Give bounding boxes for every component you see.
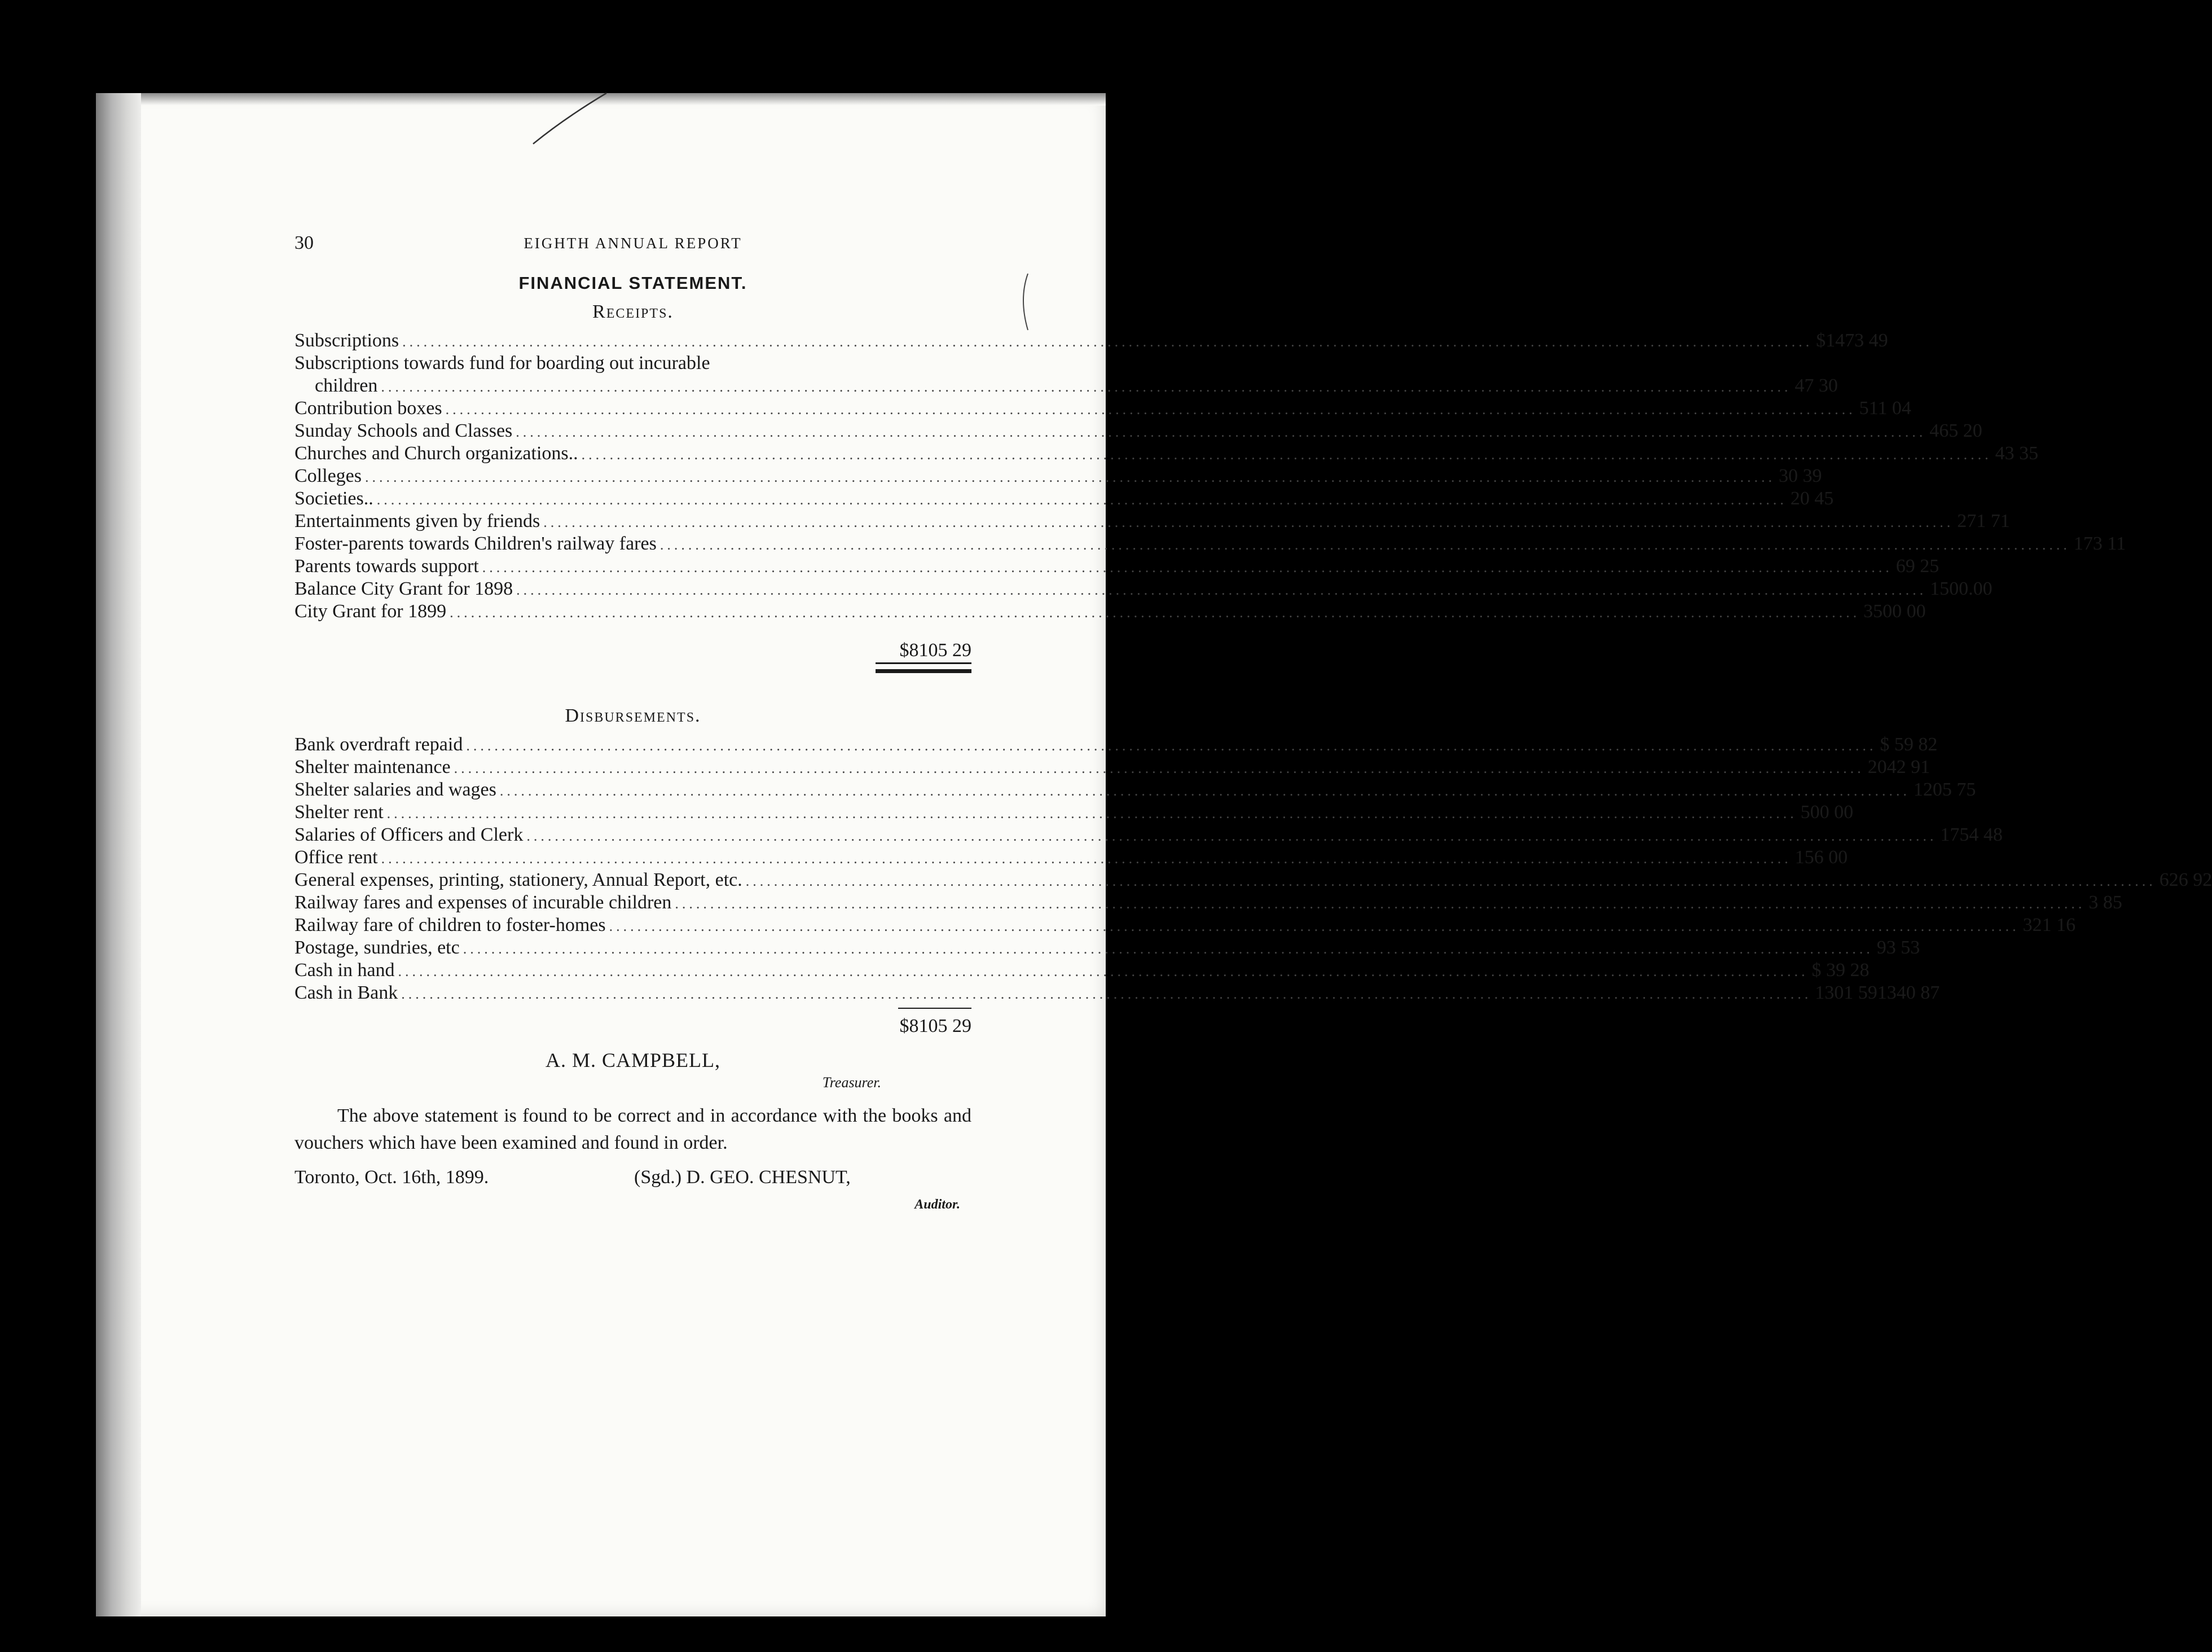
receipt-label: Subscriptions towards fund for boarding out incurable bbox=[294, 353, 710, 374]
receipts-total-block bbox=[294, 623, 971, 685]
dot-leader: ........................................................................................................................................................................................................ bbox=[609, 918, 2020, 934]
disbursements-ledger bbox=[294, 733, 2212, 1004]
dot-leader: ........................................................................................................................................................................................................ bbox=[516, 582, 1927, 598]
receipt-row bbox=[294, 352, 971, 375]
receipt-row bbox=[294, 420, 1982, 442]
dot-leader: ........................................................................................................................................................................................................ bbox=[463, 941, 1874, 957]
disbursement-amount: 1754 48 bbox=[1940, 824, 2003, 845]
dot-leader: ........................................................................................................................................................................................................ bbox=[401, 986, 1812, 1002]
receipt-label: Churches and Church organizations.. bbox=[294, 443, 578, 464]
disbursement-row bbox=[294, 959, 1870, 982]
double-rule bbox=[876, 669, 971, 673]
dot-leader: ........................................................................................................................................................................................................ bbox=[659, 537, 2070, 553]
receipt-amount: 47 30 bbox=[1795, 375, 1838, 396]
receipt-row bbox=[294, 329, 1888, 352]
dot-leader: ........................................................................................................................................................................................................ bbox=[364, 469, 1775, 485]
disbursement-label: Cash in Bank bbox=[294, 982, 398, 1003]
receipts-heading: Receipts. bbox=[592, 301, 674, 322]
dot-leader: ........................................................................................................................................................................................................ bbox=[581, 446, 1992, 463]
disbursements-heading: Disbursements. bbox=[565, 705, 701, 726]
margin-bracket-mark bbox=[1015, 271, 1032, 333]
receipt-amount: 69 25 bbox=[1896, 556, 1940, 577]
disbursement-amount: 1205 75 bbox=[1913, 779, 1976, 800]
disbursement-label: General expenses, printing, stationery, Annual Report, etc. bbox=[294, 869, 742, 890]
disbursement-amount: 3 85 bbox=[2088, 892, 2122, 913]
dot-leader: ........................................................................................................................................................................................................ bbox=[745, 873, 2156, 889]
disbursement-label: Railway fares and expenses of incurable children bbox=[294, 892, 672, 913]
receipt-label: Parents towards support bbox=[294, 556, 479, 577]
disbursement-amount: $ 59 82 bbox=[1880, 734, 1938, 755]
receipt-label: Colleges bbox=[294, 465, 362, 486]
page-top-edge bbox=[141, 93, 1106, 106]
disbursement-label: Office rent bbox=[294, 847, 378, 868]
disbursement-label: Shelter rent bbox=[294, 802, 384, 823]
dot-leader: ........................................................................................................................................................................................................ bbox=[376, 491, 1787, 508]
sum-rule bbox=[294, 1004, 971, 1011]
place-date: Toronto, Oct. 16th, 1899. bbox=[294, 1167, 489, 1188]
dot-leader: ........................................................................................................................................................................................................ bbox=[381, 379, 1792, 395]
receipt-label: Sunday Schools and Classes bbox=[294, 420, 513, 441]
treasurer-name: A. M. CAMPBELL, bbox=[545, 1049, 721, 1071]
disbursement-label: Cash in hand bbox=[294, 960, 395, 981]
receipts-ledger bbox=[294, 329, 2126, 623]
page-number: 30 bbox=[294, 232, 314, 253]
dot-leader: ........................................................................................................................................................................................................ bbox=[398, 963, 1809, 979]
receipt-row bbox=[294, 375, 1838, 397]
receipt-amount: 43 35 bbox=[1995, 443, 2039, 464]
disbursement-amount: 2042 91 bbox=[1867, 757, 1930, 777]
receipt-row bbox=[294, 397, 1911, 420]
receipt-amount: $1473 49 bbox=[1816, 330, 1888, 351]
receipt-row bbox=[294, 578, 1993, 600]
disbursement-amount: 1340 87 bbox=[1877, 982, 1940, 1003]
receipt-row bbox=[294, 600, 1926, 623]
pen-stroke-mark bbox=[530, 90, 609, 147]
receipt-label: City Grant for 1899 bbox=[294, 601, 447, 622]
disbursement-row bbox=[294, 779, 1976, 801]
receipt-amount: 30 39 bbox=[1778, 465, 1822, 486]
disbursement-amount: 93 53 bbox=[1876, 937, 1920, 958]
disbursement-row bbox=[294, 914, 2076, 937]
page-header bbox=[294, 226, 971, 260]
disbursement-subamount: 1301 59 bbox=[1815, 982, 1877, 1003]
receipt-amount: 20 45 bbox=[1790, 488, 1834, 509]
dot-leader: ........................................................................................................................................................................................................ bbox=[386, 805, 1797, 821]
dot-leader: ........................................................................................................................................................................................................ bbox=[445, 401, 1856, 418]
disbursement-row bbox=[294, 937, 1920, 959]
disbursement-subamount: $ 39 28 bbox=[1811, 960, 1870, 981]
disbursement-row bbox=[294, 824, 2003, 846]
receipt-row bbox=[294, 555, 1940, 578]
receipt-amount: 271 71 bbox=[1957, 511, 2010, 531]
disbursement-amount: 321 16 bbox=[2022, 915, 2076, 935]
disbursement-row bbox=[294, 891, 2122, 914]
receipt-label: Foster-parents towards Children's railway fares bbox=[294, 533, 657, 554]
treasurer-title: Treasurer. bbox=[822, 1074, 881, 1091]
disbursement-label: Salaries of Officers and Clerk bbox=[294, 824, 524, 845]
dot-leader: ........................................................................................................................................................................................................ bbox=[402, 333, 1813, 350]
dot-leader: ........................................................................................................................................................................................................ bbox=[466, 737, 1877, 754]
disbursement-row bbox=[294, 846, 1848, 869]
disbursement-row bbox=[294, 733, 1938, 756]
receipt-amount: 465 20 bbox=[1929, 420, 1982, 441]
dot-leader: ........................................................................................................................................................................................................ bbox=[381, 850, 1792, 867]
dot-leader: ........................................................................................................................................................................................................ bbox=[675, 895, 2086, 912]
audit-statement: The above statement is found to be correct and in accordance with the books and vouchers which have been examined and found in order. bbox=[294, 1105, 971, 1153]
disbursement-label: Shelter maintenance bbox=[294, 757, 451, 777]
disbursement-row bbox=[294, 801, 1854, 824]
receipt-amount: 1500.00 bbox=[1930, 578, 1993, 599]
disbursement-row bbox=[294, 756, 1930, 779]
page-binding-edge bbox=[96, 93, 141, 1616]
receipt-amount: 173 11 bbox=[2073, 533, 2126, 554]
statement-title: FINANCIAL STATEMENT. bbox=[518, 273, 747, 293]
receipt-amount: 3500 00 bbox=[1863, 601, 1926, 622]
dot-leader: ........................................................................................................................................................................................................ bbox=[526, 828, 1937, 844]
disbursement-amount: 500 00 bbox=[1800, 802, 1854, 823]
receipt-label: Contribution boxes bbox=[294, 398, 442, 419]
running-head: EIGHTH ANNUAL REPORT bbox=[524, 235, 742, 252]
dot-leader: ........................................................................................................................................................................................................ bbox=[499, 783, 1910, 799]
signature-row bbox=[294, 1167, 971, 1212]
dot-leader: ........................................................................................................................................................................................................ bbox=[450, 604, 1861, 621]
disbursement-row bbox=[294, 982, 1940, 1004]
dot-leader: ........................................................................................................................................................................................................ bbox=[516, 424, 1927, 440]
disbursements-total-row bbox=[294, 1011, 971, 1043]
receipt-label: Societies.. bbox=[294, 488, 373, 509]
statement-content bbox=[294, 226, 2212, 1212]
disbursement-label: Bank overdraft repaid bbox=[294, 734, 463, 755]
receipt-row bbox=[294, 465, 1822, 487]
auditor-signature: (Sgd.) D. GEO. CHESNUT, bbox=[634, 1167, 851, 1188]
dot-leader: ........................................................................................................................................................................................................ bbox=[454, 760, 1864, 776]
receipt-amount: 511 04 bbox=[1859, 398, 1911, 419]
disbursement-amount: 626 92 bbox=[2159, 869, 2212, 890]
receipt-row bbox=[294, 510, 2010, 533]
disbursement-amount: 156 00 bbox=[1795, 847, 1848, 868]
receipt-row bbox=[294, 442, 2039, 465]
disbursement-label: Shelter salaries and wages bbox=[294, 779, 496, 800]
dot-leader: ........................................................................................................................................................................................................ bbox=[482, 559, 1893, 575]
disbursement-label: Postage, sundries, etc bbox=[294, 937, 460, 958]
receipts-total: $8105 29 bbox=[876, 640, 971, 664]
auditor-title: Auditor. bbox=[914, 1197, 960, 1212]
receipt-label: Entertainments given by friends bbox=[294, 511, 540, 531]
receipt-row bbox=[294, 487, 1834, 510]
disbursement-label: Railway fare of children to foster-homes bbox=[294, 915, 606, 935]
dot-leader: ........................................................................................................................................................................................................ bbox=[543, 514, 1954, 530]
receipt-label: Subscriptions bbox=[294, 330, 399, 351]
disbursements-total: $8105 29 bbox=[899, 1016, 971, 1036]
receipt-label: Balance City Grant for 1898 bbox=[294, 578, 513, 599]
receipt-row bbox=[294, 533, 2126, 555]
disbursement-row bbox=[294, 869, 2212, 891]
receipt-label: children bbox=[315, 375, 378, 396]
